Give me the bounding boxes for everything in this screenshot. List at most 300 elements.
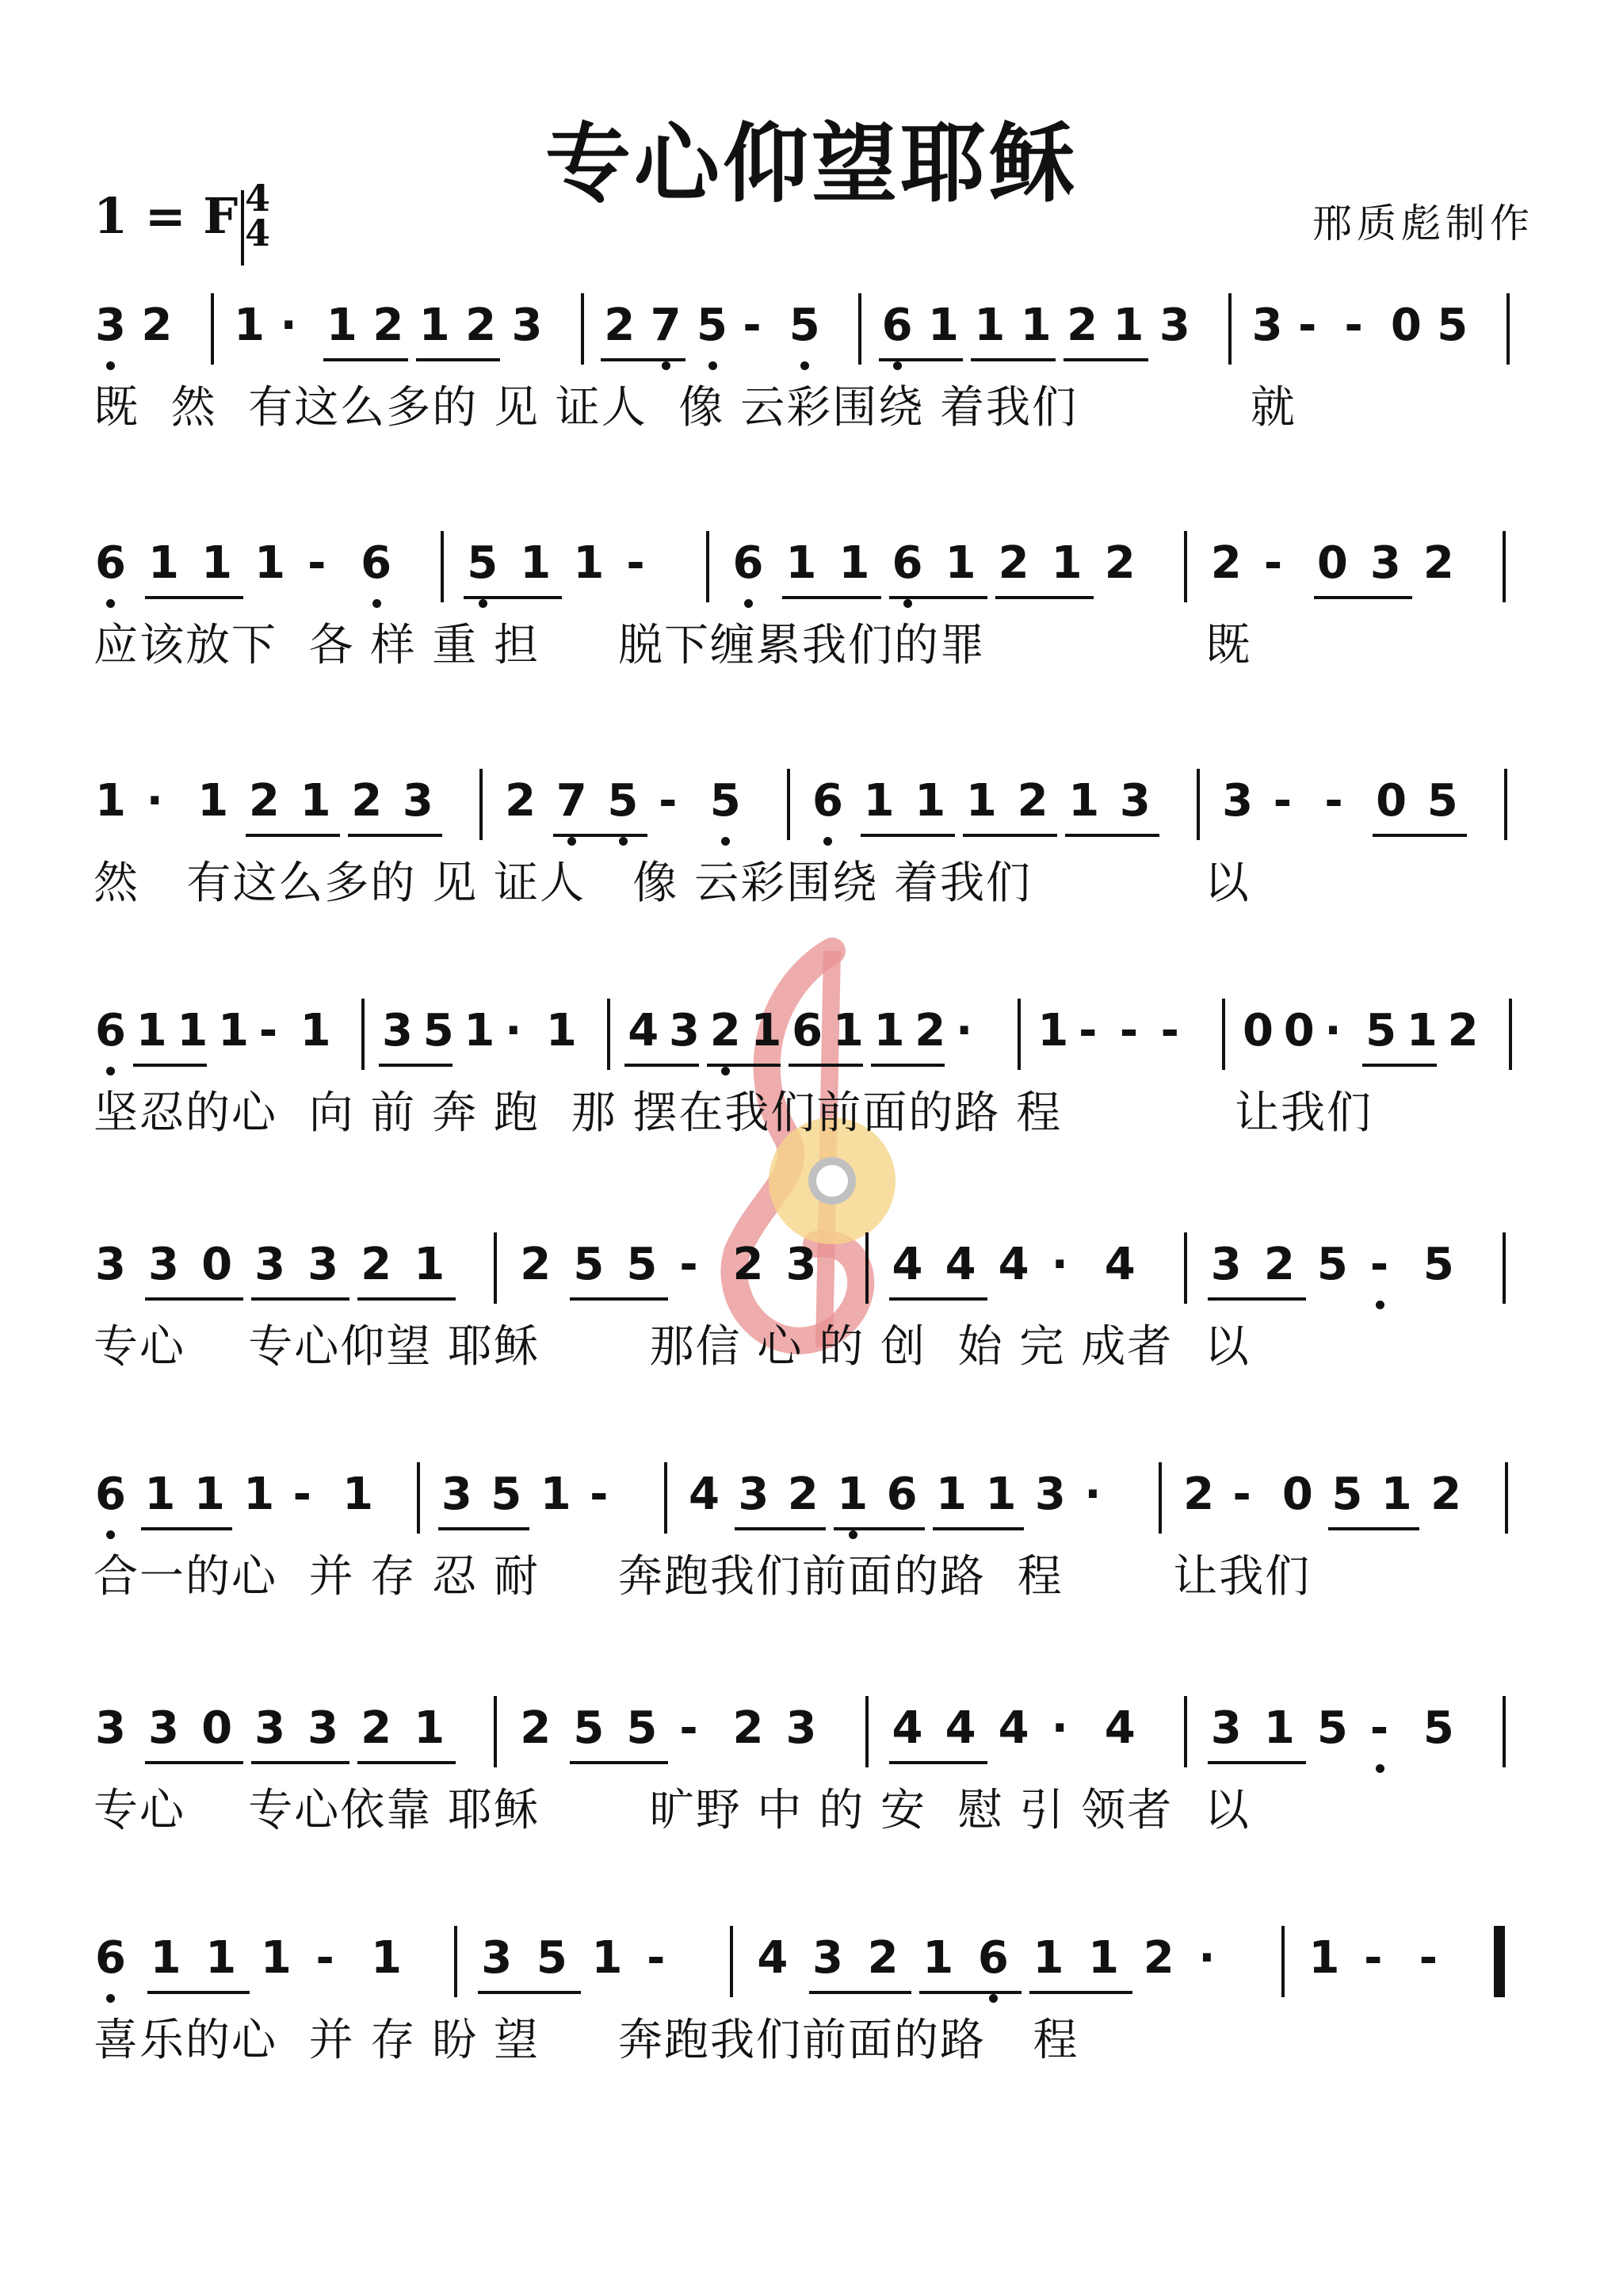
notation-line: [95, 1688, 1545, 1783]
note: 7: [650, 300, 682, 351]
note: 5: [491, 1469, 522, 1520]
note: 1: [205, 1932, 237, 1984]
note: 1: [414, 1239, 445, 1290]
note: -: [679, 1239, 698, 1290]
note: 3: [148, 1239, 179, 1290]
note: 1: [254, 537, 286, 589]
beam: [478, 1991, 580, 1994]
note: 1: [197, 775, 229, 827]
note: 1: [985, 1469, 1017, 1520]
barline: [706, 531, 709, 602]
barline: [1504, 769, 1507, 840]
notation-line: [95, 285, 1545, 380]
note: -: [1079, 1005, 1098, 1056]
note: 3: [382, 1005, 413, 1056]
note: 2: [732, 1239, 764, 1290]
note: -: [647, 1932, 666, 1984]
beam: [1208, 1761, 1306, 1764]
note: 5: [573, 1702, 605, 1754]
beam: [147, 1991, 250, 1994]
key-signature: 1 = F: [94, 187, 239, 245]
beam: [1064, 358, 1148, 361]
note: 6: [95, 1469, 126, 1520]
note: 1: [1088, 1932, 1120, 1984]
barline: [1505, 1462, 1508, 1534]
time-signature: [238, 177, 277, 254]
note: -: [1263, 537, 1283, 589]
beam: [1314, 596, 1412, 599]
lyric-line: 合一的心 并 存 忍 耐 奔跑我们前面的路 程 让我们: [94, 1551, 1312, 1603]
barline: [1222, 999, 1225, 1070]
note: ·: [1324, 1005, 1342, 1056]
note: 3: [441, 1469, 472, 1520]
notation-line: [95, 761, 1545, 856]
note: 0: [201, 1702, 233, 1754]
note: ·: [280, 300, 297, 351]
note: 3: [254, 1702, 286, 1754]
beam: [141, 1527, 232, 1530]
note: 1: [150, 1932, 181, 1984]
beam: [145, 1761, 243, 1764]
note: ·: [146, 775, 163, 827]
note: 1: [243, 1469, 275, 1520]
note: 5: [1423, 1702, 1454, 1754]
note: 4: [892, 1239, 923, 1290]
note: 1: [136, 1005, 167, 1056]
note: 4: [998, 1702, 1029, 1754]
note: 1: [464, 1005, 495, 1056]
barline: [211, 293, 214, 365]
barline: [1184, 1232, 1187, 1304]
note: 1: [1037, 1005, 1069, 1056]
barline: [494, 1696, 497, 1767]
barline: [441, 531, 444, 602]
note: 1: [1381, 1469, 1412, 1520]
note: -: [743, 300, 762, 351]
note: 3: [95, 300, 126, 351]
note: 1: [371, 1932, 403, 1984]
beam: [357, 1761, 456, 1764]
barline: [858, 293, 861, 365]
beam: [438, 1527, 529, 1530]
note: 4: [998, 1239, 1029, 1290]
beam: [601, 358, 685, 361]
barline: [1228, 293, 1232, 365]
note: 2: [1210, 537, 1242, 589]
note: 0: [1281, 1469, 1313, 1520]
note: 3: [669, 1005, 700, 1056]
note: 0: [1376, 775, 1407, 827]
note: 3: [1034, 1469, 1066, 1520]
note: 1: [965, 775, 997, 827]
note: 4: [628, 1005, 659, 1056]
note: 5: [1316, 1239, 1348, 1290]
note: 1: [837, 1469, 869, 1520]
note: 3: [812, 1932, 843, 1984]
barline: [1018, 999, 1021, 1070]
note: 1: [545, 1005, 577, 1056]
note: 2: [1104, 537, 1136, 589]
note: 2: [1430, 1469, 1462, 1520]
note: -: [590, 1469, 609, 1520]
barline: [1184, 1696, 1187, 1767]
beam: [889, 1297, 987, 1301]
note: 1: [193, 1469, 225, 1520]
note: 3: [738, 1469, 769, 1520]
note: 2: [141, 300, 173, 351]
beam: [933, 1527, 1024, 1530]
barline: [494, 1232, 497, 1304]
note: 3: [148, 1702, 179, 1754]
note: 3: [785, 1702, 817, 1754]
note: 2: [787, 1469, 819, 1520]
barline: [479, 769, 483, 840]
note: 3: [1369, 537, 1401, 589]
note: 1: [591, 1932, 623, 1984]
barline: [1197, 769, 1200, 840]
note: 5: [536, 1932, 567, 1984]
beam: [1362, 1064, 1436, 1067]
note: 4: [945, 1239, 976, 1290]
note: 1: [1068, 775, 1100, 827]
barline: [1184, 531, 1187, 602]
note: -: [315, 1932, 334, 1984]
beam: [789, 1064, 862, 1067]
note: 1: [234, 300, 265, 351]
note: 4: [892, 1702, 923, 1754]
note: 1: [1020, 300, 1052, 351]
note: 1: [573, 537, 605, 589]
note: 1: [300, 775, 331, 827]
note: 6: [95, 1005, 126, 1056]
barline: [1281, 1926, 1285, 1997]
note: 4: [688, 1469, 720, 1520]
note: 2: [351, 775, 383, 827]
note: 6: [977, 1932, 1009, 1984]
note: 6: [95, 1932, 126, 1984]
barline: [454, 1926, 457, 1997]
note: 3: [481, 1932, 513, 1984]
note: 2: [520, 1239, 552, 1290]
lyric-line: 专心 专心依靠 耶稣 旷野 中 的 安 慰 引 领者 以: [94, 1785, 1251, 1836]
note: 3: [307, 1702, 339, 1754]
beam: [348, 834, 442, 837]
note: -: [1273, 775, 1293, 827]
note: 2: [361, 1702, 392, 1754]
note: 1: [750, 1005, 782, 1056]
note: 3: [95, 1239, 126, 1290]
barline: [865, 1696, 869, 1767]
note: 3: [95, 1702, 126, 1754]
note: 3: [307, 1239, 339, 1290]
beam: [834, 1527, 925, 1530]
beam: [782, 596, 880, 599]
note: 1: [201, 537, 233, 589]
beam: [570, 1297, 668, 1301]
note: 2: [1143, 1932, 1174, 1984]
beam: [323, 358, 408, 361]
beam: [735, 1527, 826, 1530]
notation-line: [95, 523, 1545, 618]
beam: [1065, 834, 1159, 837]
lyric-line: 坚忍的心 向 前 奔 跑 那 摆在我们前面的路 程 让我们: [94, 1087, 1373, 1139]
note: 3: [402, 775, 433, 827]
note: 3: [1210, 1702, 1242, 1754]
note: 1: [260, 1932, 292, 1984]
note: 2: [361, 1239, 392, 1290]
beam: [464, 596, 562, 599]
note: 1: [1033, 1932, 1064, 1984]
final-barline: [1494, 1926, 1505, 1997]
beam: [879, 358, 964, 361]
note: 2: [465, 300, 497, 351]
barline: [361, 999, 365, 1070]
beam: [416, 358, 501, 361]
note: 5: [607, 775, 639, 827]
note: 1: [418, 300, 450, 351]
note: 0: [1316, 537, 1348, 589]
note: 1: [540, 1469, 571, 1520]
note: 2: [1263, 1239, 1295, 1290]
barline: [787, 769, 790, 840]
note: 5: [1316, 1702, 1348, 1754]
lyric-line: 应该放下 各 样 重 担 脱下缠累我们的罪 既: [94, 620, 1252, 671]
note: 5: [697, 300, 727, 351]
note: 5: [626, 1239, 658, 1290]
note: 6: [886, 1469, 918, 1520]
note: 1: [832, 1005, 864, 1056]
note: -: [1119, 1005, 1139, 1056]
note: 2: [709, 1005, 741, 1056]
note: 1: [922, 1932, 954, 1984]
note: ·: [956, 1005, 973, 1056]
note: 7: [556, 775, 587, 827]
notation-line: [95, 1918, 1545, 2013]
note: 2: [1183, 1469, 1215, 1520]
lyric-line: 专心 专心仰望 耶稣 那信 心 的 创 始 完 成者 以: [94, 1321, 1251, 1373]
author-credit: 邢质彪制作: [1312, 201, 1534, 246]
note: 5: [467, 537, 498, 589]
note: ·: [1051, 1239, 1068, 1290]
note: 0: [1283, 1005, 1315, 1056]
note: -: [1344, 300, 1363, 351]
barline: [1503, 1696, 1506, 1767]
barline: [581, 293, 584, 365]
beam: [133, 1064, 207, 1067]
note: 4: [1104, 1702, 1136, 1754]
beam: [553, 834, 647, 837]
barline: [1507, 293, 1510, 365]
note: -: [679, 1702, 698, 1754]
beam: [861, 834, 955, 837]
note: 2: [248, 775, 280, 827]
note: 1: [936, 1469, 967, 1520]
note: 4: [945, 1702, 976, 1754]
note: 4: [1104, 1239, 1136, 1290]
beam: [971, 358, 1056, 361]
beam: [1208, 1297, 1306, 1301]
note: 2: [867, 1932, 899, 1984]
note: 1: [177, 1005, 208, 1056]
note: 2: [732, 1702, 764, 1754]
note: 5: [1423, 1239, 1454, 1290]
beam: [707, 1064, 781, 1067]
note: ·: [505, 1005, 522, 1056]
note: -: [1369, 1239, 1389, 1290]
barline: [1509, 999, 1512, 1070]
note: 3: [785, 1239, 817, 1290]
beam: [145, 1297, 243, 1301]
note: 6: [792, 1005, 823, 1056]
barline: [1159, 1462, 1162, 1534]
note: 3: [511, 300, 543, 351]
beam: [871, 1064, 945, 1067]
note: 0: [1390, 300, 1422, 351]
note: 2: [1423, 537, 1454, 589]
beam: [145, 596, 243, 599]
barline: [1503, 531, 1506, 602]
note: 5: [626, 1702, 658, 1754]
beam: [624, 1064, 698, 1067]
notation-line: [95, 1454, 1545, 1549]
note: -: [1324, 775, 1343, 827]
beam: [246, 834, 340, 837]
beam: [809, 1991, 911, 1994]
note: 5: [1437, 300, 1468, 351]
note: 5: [1331, 1469, 1363, 1520]
note: 3: [1119, 775, 1151, 827]
note: 2: [520, 1702, 552, 1754]
beam: [919, 1991, 1022, 1994]
note: 6: [812, 775, 843, 827]
note: 1: [300, 1005, 331, 1056]
notation-line: [95, 991, 1545, 1086]
beam: [251, 1761, 349, 1764]
barline: [865, 1232, 869, 1304]
beam: [1328, 1527, 1419, 1530]
lyric-line: 既 然 有这么多的 见 证人 像 云彩围绕 着我们 就: [94, 382, 1296, 434]
beam: [889, 596, 987, 599]
note: 6: [892, 537, 923, 589]
lyric-line: 然 有这么多的 见 证人 像 云彩围绕 着我们 以: [94, 858, 1251, 909]
note: ·: [1198, 1932, 1216, 1984]
note: 3: [1210, 1239, 1242, 1290]
note: 6: [881, 300, 913, 351]
barline: [417, 1462, 420, 1534]
note: 1: [1308, 1932, 1340, 1984]
barline: [664, 1462, 667, 1534]
note: 0: [1243, 1005, 1274, 1056]
note: 1: [838, 537, 870, 589]
note: -: [1160, 1005, 1179, 1056]
note: 1: [927, 300, 959, 351]
lyric-line: 喜乐的心 并 存 盼 望 奔跑我们前面的路 程: [94, 2015, 1079, 2066]
beam: [889, 1761, 987, 1764]
barline: [607, 999, 610, 1070]
note: -: [626, 537, 645, 589]
note: 2: [1017, 775, 1048, 827]
note: 2: [1447, 1005, 1479, 1056]
note: 1: [1113, 300, 1144, 351]
note: 1: [95, 775, 126, 827]
note: 1: [342, 1469, 374, 1520]
note: 3: [1251, 300, 1283, 351]
note: 1: [326, 300, 357, 351]
note: -: [1419, 1932, 1438, 1984]
note: 1: [414, 1702, 445, 1754]
note: 1: [863, 775, 895, 827]
note: -: [1364, 1932, 1383, 1984]
note: -: [292, 1469, 311, 1520]
meter-bottom: 4: [244, 212, 270, 254]
note: 1: [873, 1005, 905, 1056]
note: 2: [372, 300, 404, 351]
note: 1: [144, 1469, 176, 1520]
note: 1: [1263, 1702, 1295, 1754]
note: 6: [95, 537, 126, 589]
note: 5: [709, 775, 741, 827]
note: 6: [732, 537, 764, 589]
beam: [995, 596, 1094, 599]
meter-top: 4: [244, 177, 270, 220]
note: -: [1298, 300, 1317, 351]
note: 6: [361, 537, 392, 589]
note: 5: [573, 1239, 605, 1290]
note: 1: [974, 300, 1006, 351]
beam: [251, 1297, 349, 1301]
note: 3: [254, 1239, 286, 1290]
beam: [1373, 834, 1467, 837]
notation-line: [95, 1224, 1545, 1320]
note: ·: [1051, 1702, 1068, 1754]
note: -: [659, 775, 678, 827]
note: 3: [1159, 300, 1190, 351]
note: 2: [505, 775, 537, 827]
note: -: [1232, 1469, 1251, 1520]
barline: [1503, 1232, 1506, 1304]
note: ·: [1084, 1469, 1102, 1520]
note: -: [1369, 1702, 1389, 1754]
note: 1: [945, 537, 976, 589]
beam: [379, 1064, 453, 1067]
note: 1: [785, 537, 817, 589]
note: 0: [201, 1239, 233, 1290]
note: 1: [148, 537, 179, 589]
note: 3: [1222, 775, 1254, 827]
beam: [1029, 1991, 1132, 1994]
note: 1: [520, 537, 552, 589]
note: 2: [998, 537, 1029, 589]
note: 5: [1365, 1005, 1397, 1056]
note: 2: [1067, 300, 1098, 351]
beam: [963, 834, 1057, 837]
beam: [570, 1761, 668, 1764]
note: 1: [218, 1005, 250, 1056]
note: 2: [915, 1005, 946, 1056]
barline: [730, 1926, 733, 1997]
note: 5: [789, 300, 820, 351]
note: 1: [1406, 1005, 1438, 1056]
note: 1: [915, 775, 946, 827]
note: 5: [422, 1005, 454, 1056]
note: 4: [757, 1932, 789, 1984]
beam: [357, 1297, 456, 1301]
note: 2: [604, 300, 636, 351]
note: 1: [1051, 537, 1083, 589]
page-title: 专心仰望耶稣: [544, 114, 1078, 214]
note: -: [307, 537, 327, 589]
note: 5: [1426, 775, 1458, 827]
